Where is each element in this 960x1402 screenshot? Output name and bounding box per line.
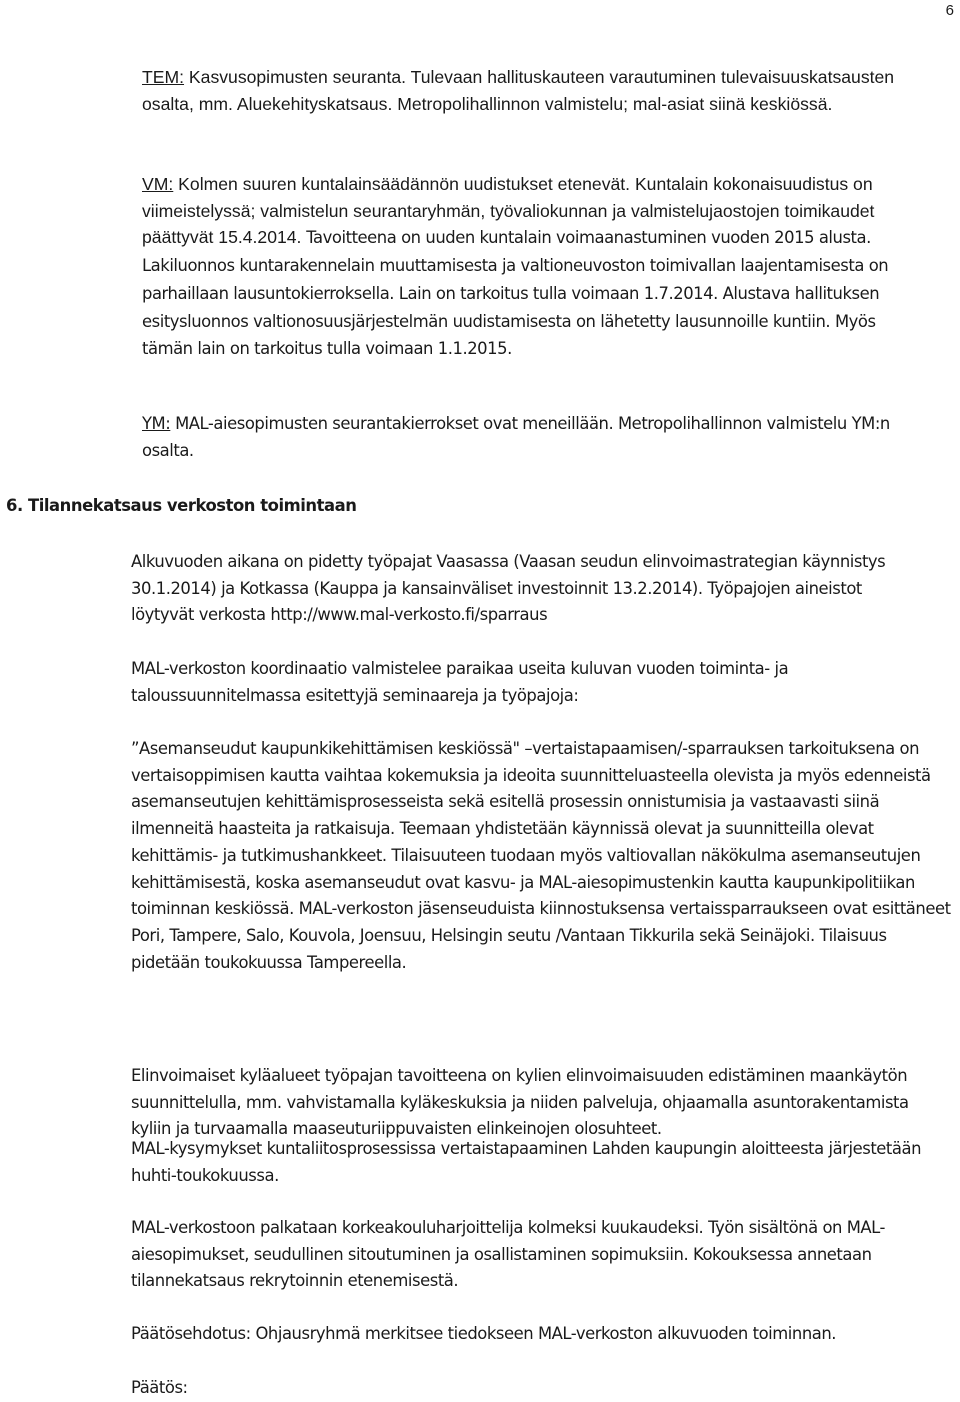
coordination-paragraph: MAL-verkoston koordinaatio valmistelee paraikaa useita kuluvan vuoden toiminta- ja taloussuunnitelmassa esitettyjä seminaareja ja työpajoja: [131, 659, 789, 705]
tem-label: TEM: [142, 67, 185, 87]
workshops-paragraph: Alkuvuoden aikana on pidetty työpajat Vaasassa (Vaasan seudun elinvoimastrategian käynnistys 30.1.2014) ja Kotkassa (Kauppa ja kansainväliset investoinnit 13.2.2014). Työpajojen aineistot löytyvät verkosta http://www.mal-verkosto.fi/sparraus [131, 552, 886, 625]
vm-paragraph [142, 171, 922, 363]
harjoittelija-paragraph: MAL-verkostoon palkataan korkeakouluharjoittelija kolmeksi kuukaudeksi. Työn sisältönä on MAL-aiesopimukset, seudullinen sitoutuminen ja osallistaminen sopimuksiin. Kokouksessa annetaan tilannekatsaus rekrytoinnin etenemisestä. [131, 1218, 886, 1291]
vm-label: VM: [142, 174, 174, 194]
tem-paragraph [142, 64, 942, 117]
kysymykset-paragraph: MAL-kysymykset kuntaliitosprosessissa vertaistapaaminen Lahden kaupungin aloitteesta järjestetään huhti-toukokuussa. [131, 1139, 922, 1185]
ym-text: MAL-aiesopimusten seurantakierrokset ovat meneillään. Metropolihallinnon valmistelu YM:n osalta. [142, 414, 890, 460]
vm-text-part2: Tavoitteena on uuden kuntalain voimaanastuminen vuoden 2015 alusta. Lakiluonnos kuntarakennelain muuttamisesta ja valtioneuvoston toimivallan laajentamisesta on parhaillaan lausuntokierroksella. Lain on tarkoitus tulla voimaan 1.7.2014. Alustava hallituksen esitysluonnos valtionosuusjärjestelmän uudistamisesta on lähetetty lausunnoille kuntiin. Myös tämän lain on tarkoitus tulla voimaan 1.1.2015. [142, 228, 889, 359]
kylaalueet-paragraph: Elinvoimaiset kyläalueet työpajan tavoitteena on kylien elinvoimaisuuden edistäminen maankäytön suunnittelulla, mm. vahvistamalla kyläkeskuksia ja niiden palveluja, ohjaamalla asuntorakentamista kyliin ja turvaamalla maaseuturiippuvaisten elinkeinojen olosuhteet. [131, 1066, 909, 1139]
paatos-paragraph: Päätös: [131, 1378, 188, 1397]
ym-label: YM: [142, 414, 171, 433]
ym-paragraph [142, 411, 932, 464]
paatosehdotus-paragraph: Päätösehdotus: Ohjausryhmä merkitsee tiedokseen MAL-verkoston alkuvuoden toiminnan. [131, 1324, 837, 1343]
asemanseudut-paragraph: ”Asemanseudut kaupunkikehittämisen keskiössä" –vertaistapaamisen/-sparrauksen tarkoituksena on vertaisoppimisen kautta vaihtaa kokemuksia ja ideoita suunnitteluasteella olevista ja myös edenneistä asemanseutujen kehittämisprosesseista sekä esitellä prosessin onnistumisia ja vastaavasti siinä ilmenneitä haasteita ja ratkaisuja. Teemaan yhdistetään käynnissä olevat ja suunnitteilla olevat kehittämis- ja tutkimushankkeet. Tilaisuuteen tuodaan myös valtiovallan näkökulma asemanseutujen kehittämisestä, koska asemanseudut ovat kasvu- ja MAL-aiesopimustenkin kautta kaupunkipolitiikan toiminnan keskiössä. MAL-verkoston jäsenseuduista kiinnostuksensa vertaissparraukseen ovat esittäneet Pori, Tampere, Salo, Kouvola, Joensuu, Helsingin seutu /Vantaan Tikkurila sekä Seinäjoki. Tilaisuus pidetään toukokuussa Tampereella. [131, 739, 951, 972]
vm-text-part1: Kolmen suuren kuntalainsäädännön uudistukset etenevät. Kuntalain kokonaisuudistus on viimeistelyssä; valmistelun seurantaryhmän, työvaliokunnan ja valmistelujaostojen toimikaudet päättyvät 15.4.2014. [142, 174, 875, 248]
section-heading: 6. Tilannekatsaus verkoston toimintaan [6, 496, 357, 515]
tem-text: Kasvusopimusten seuranta. Tulevaan hallituskauteen varautuminen tulevaisuuskatsausten osalta, mm. Aluekehityskatsaus. Metropolihallinnon valmistelu; mal-asiat siinä keskiössä. [142, 67, 895, 114]
page-number: 6 [945, 2, 954, 19]
